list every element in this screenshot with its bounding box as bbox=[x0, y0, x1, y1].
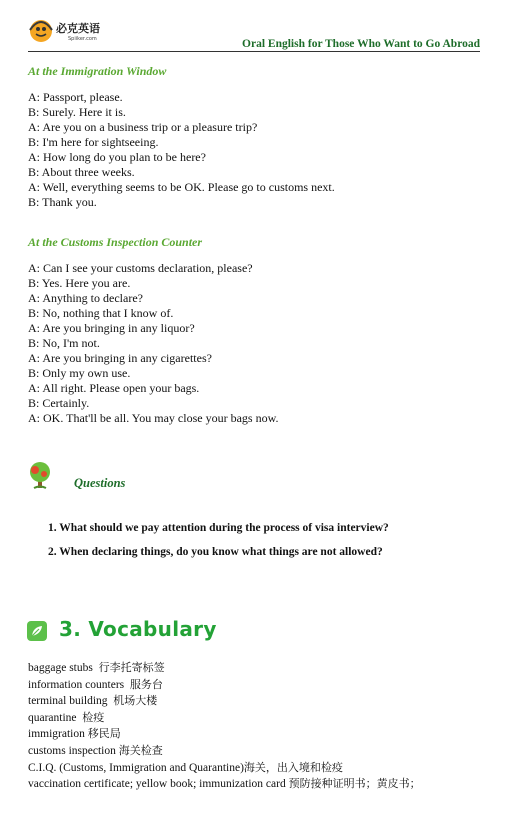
vocab-item bbox=[28, 660, 421, 677]
vocab-item bbox=[28, 776, 421, 793]
vocab-translation: 行李托寄标签 bbox=[98, 661, 165, 674]
dialogue-line: A: All right. Please open your bags. bbox=[28, 381, 200, 395]
vocab-term: customs inspection bbox=[28, 744, 116, 757]
logo bbox=[28, 16, 138, 48]
tree-icon bbox=[26, 460, 54, 492]
vocab-item bbox=[28, 726, 421, 743]
dialogue-line: A: Are you on a business trip or a pleasure trip? bbox=[28, 120, 258, 134]
dialogue-line: A: Can I see your customs declaration, please? bbox=[28, 261, 253, 275]
vocab-translation: 移民局 bbox=[87, 727, 121, 741]
immigration-dialogue bbox=[28, 90, 335, 210]
questions-list bbox=[48, 516, 389, 564]
dialogue-line: B: Yes. Here you are. bbox=[28, 276, 131, 290]
header-title: Oral English for Those Who Want to Go Abroad bbox=[242, 38, 480, 50]
vocab-term: immigration bbox=[28, 728, 85, 741]
dialogue-line: B: About three weeks. bbox=[28, 165, 135, 179]
vocab-item bbox=[28, 760, 421, 777]
questions-heading: Questions bbox=[74, 476, 126, 490]
leaf-icon bbox=[27, 621, 47, 641]
logo-icon bbox=[28, 18, 54, 44]
customs-section-title: At the Customs Inspection Counter bbox=[28, 235, 203, 249]
vocab-translation: 预防接种证明书；黄皮书； bbox=[288, 777, 421, 791]
dialogue-line: B: No, nothing that I know of. bbox=[28, 306, 174, 320]
immigration-section-title: At the Immigration Window bbox=[28, 64, 167, 78]
dialogue-line: A: Are you bringing in any liquor? bbox=[28, 321, 195, 335]
question-item: 1. What should we pay attention during the process of visa interview? bbox=[48, 522, 389, 534]
dialogue-line: B: Thank you. bbox=[28, 195, 97, 209]
dialogue-line: A: Well, everything seems to be OK. Please go to customs next. bbox=[28, 180, 335, 194]
vocab-translation: 海关检查 bbox=[118, 743, 163, 757]
vocab-item bbox=[28, 743, 421, 760]
page-header bbox=[28, 16, 480, 52]
dialogue-line: B: I'm here for sightseeing. bbox=[28, 135, 159, 149]
question-item: 2. When declaring things, do you know what things are not allowed? bbox=[48, 546, 383, 558]
dialogue-line: B: Surely. Here it is. bbox=[28, 105, 126, 119]
vocabulary-heading: 3. Vocabulary bbox=[59, 617, 217, 641]
dialogue-line: A: How long do you plan to be here? bbox=[28, 150, 206, 164]
vocab-item bbox=[28, 693, 421, 710]
vocab-term: baggage stubs bbox=[28, 662, 93, 674]
dialogue-line: A: Anything to declare? bbox=[28, 291, 143, 305]
logo-url: Spiiker.com bbox=[68, 36, 97, 42]
vocab-translation: 机场大楼 bbox=[113, 694, 158, 708]
dialogue-line: B: Only my own use. bbox=[28, 366, 131, 380]
dialogue-line: B: Certainly. bbox=[28, 396, 90, 410]
vocab-term: C.I.Q. (Customs, Immigration and Quarantine) bbox=[28, 761, 244, 774]
vocab-translation: 检疫 bbox=[82, 710, 105, 724]
vocabulary-list bbox=[28, 660, 421, 793]
dialogue-line: A: OK. That'll be all. You may close your bags now. bbox=[28, 411, 279, 425]
dialogue-line: A: Are you bringing in any cigarettes? bbox=[28, 351, 212, 365]
vocab-item bbox=[28, 710, 421, 727]
dialogue-line: B: No, I'm not. bbox=[28, 336, 100, 350]
vocab-term: quarantine bbox=[28, 711, 77, 724]
vocab-term: terminal building bbox=[28, 695, 108, 708]
vocab-translation: 海关，出入境和检疫 bbox=[243, 760, 343, 774]
customs-dialogue bbox=[28, 261, 278, 426]
vocab-item bbox=[28, 677, 421, 694]
header-divider bbox=[28, 51, 480, 52]
dialogue-line: A: Passport, please. bbox=[28, 90, 123, 104]
vocab-translation: 服务台 bbox=[129, 677, 163, 691]
vocab-term: vaccination certificate; yellow book; immunization card bbox=[28, 778, 286, 791]
logo-text: 必克英语 bbox=[56, 22, 100, 35]
vocab-term: information counters bbox=[28, 678, 125, 691]
